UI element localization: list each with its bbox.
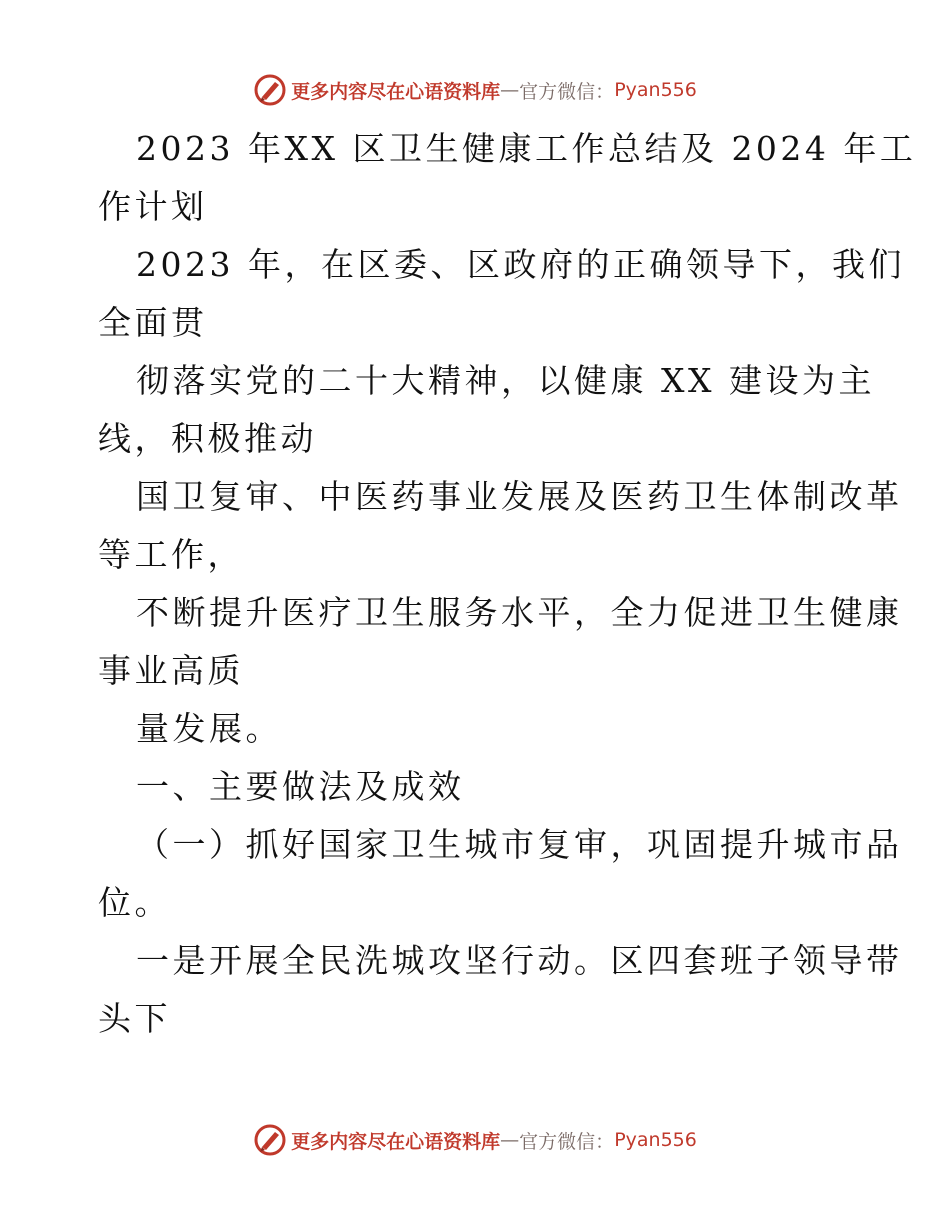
pen-logo-icon [253,73,287,107]
section-heading [98,758,858,816]
paragraph-line: 全面贯 [98,303,208,342]
paragraph-line: 不断提升医疗卫生服务水平，全力促进卫生健康 [136,593,903,632]
paragraph-line: 2023 年，在区委、区政府的正确领导下，我们 [136,245,905,284]
watermark-wechat-id: Pyan556 [614,1129,697,1151]
paragraph-line: 国卫复审、中医药事业发展及医药卫生体制改革 [136,477,903,516]
watermark-library-text: 更多内容尽在心语资料库 [291,1130,501,1153]
paragraph [98,700,858,758]
paragraph-line: 量发展。 [136,709,282,748]
paragraph-title [98,120,917,236]
footer-watermark [0,1120,950,1160]
paragraph-line: 等工作， [98,535,244,574]
paragraph-line: 2023 年XX 区卫生健康工作总结及 2024 年工 [136,129,917,168]
paragraph [98,584,903,700]
watermark-wechat-id: Pyan556 [614,79,697,101]
document-body [98,120,917,1048]
paragraph [98,352,875,468]
watermark-dash: — [500,79,520,101]
paragraph-line: 头下 [98,999,171,1038]
paragraph-line: 作计划 [98,187,208,226]
watermark-dash: — [500,1129,520,1151]
header-watermark [0,70,950,110]
subsection-heading [98,816,903,932]
pen-logo-icon [253,1123,287,1157]
watermark-wechat-label: 官方微信： [519,1130,615,1153]
paragraph-line: 事业高质 [98,651,244,690]
paragraph [98,932,903,1048]
watermark-wechat-label: 官方微信： [519,80,615,103]
paragraph-line: 一是开展全民洗城攻坚行动。区四套班子领导带 [136,941,903,980]
watermark-library-text: 更多内容尽在心语资料库 [291,80,501,103]
section-heading-text: 一、主要做法及成效 [136,767,465,806]
paragraph-line: 彻落实党的二十大精神，以健康 XX 建设为主 [136,361,875,400]
paragraph [98,236,905,352]
paragraph [98,468,903,584]
paragraph-line: 位。 [98,883,171,922]
paragraph-line: 线，积极推动 [98,419,317,458]
paragraph-line: （一）抓好国家卫生城市复审，巩固提升城市品 [136,825,903,864]
